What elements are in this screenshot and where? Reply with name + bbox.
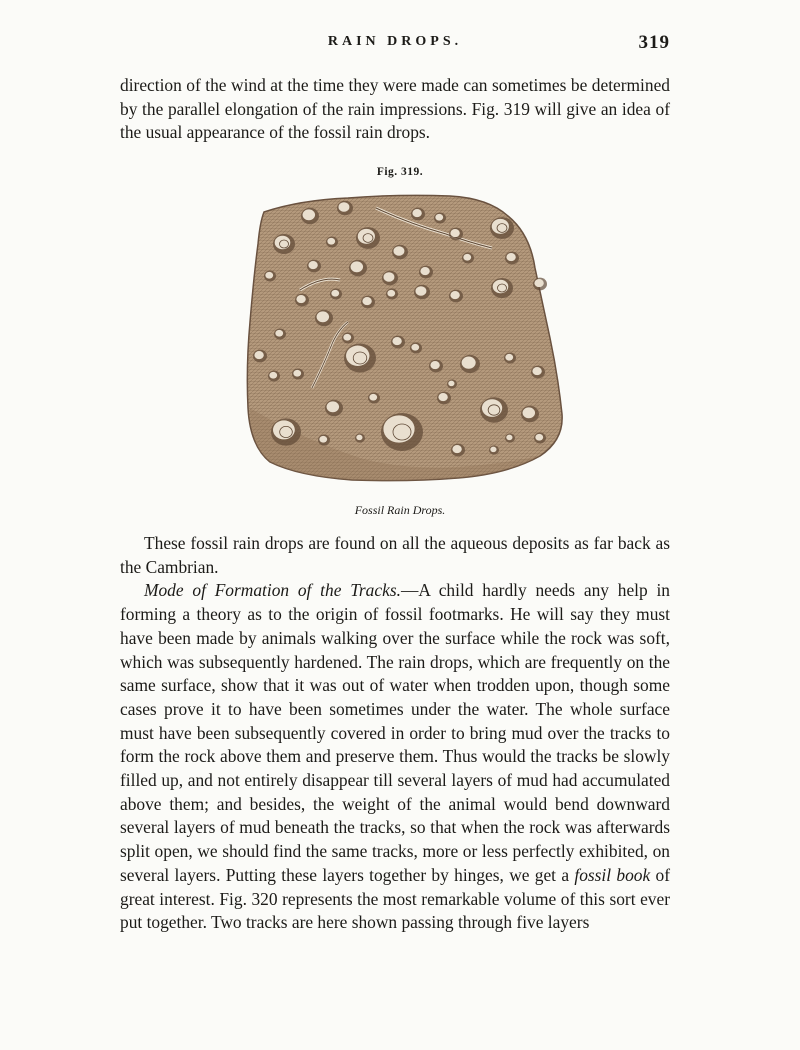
rain-drop-highlight: [383, 272, 394, 282]
rain-drop-highlight: [356, 435, 362, 440]
rain-drop-highlight: [450, 229, 459, 237]
rain-drop-highlight: [351, 261, 363, 272]
rain-drop-highlight: [275, 330, 283, 337]
rain-drop-highlight: [448, 381, 454, 386]
paragraph-formation: [120, 579, 670, 935]
rain-drop-highlight: [327, 401, 339, 412]
paragraph-cambrian: These fossil rain drops are found on all the aqueous deposits as far back as the Cambrian.: [120, 533, 670, 577]
figure-caption: Fossil Rain Drops.: [354, 503, 446, 517]
rain-drop-highlight: [506, 435, 512, 440]
rain-drop-highlight: [319, 436, 327, 443]
rain-drop-highlight: [331, 290, 339, 297]
rain-drop-highlight: [303, 209, 315, 220]
rain-drop-highlight: [506, 253, 515, 261]
rain-drop-highlight: [452, 445, 461, 453]
page-header: [120, 32, 670, 60]
rain-drop-highlight: [308, 261, 317, 269]
body-text: [120, 532, 670, 935]
rain-drop-highlight: [412, 209, 421, 217]
rain-drop-highlight: [535, 434, 543, 441]
rain-drop-highlight: [505, 354, 513, 361]
rain-drop-highlight: [362, 297, 371, 305]
section-heading: Mode of Formation of the Tracks.: [144, 580, 401, 601]
opening-paragraph: [120, 74, 670, 145]
rain-drop-highlight: [293, 370, 301, 377]
rain-drop-highlight: [387, 290, 395, 297]
rain-drop-highlight: [265, 272, 273, 279]
rain-drop-highlight: [392, 337, 401, 345]
rain-drop-highlight: [343, 334, 351, 341]
rain-drop-highlight: [296, 295, 305, 303]
running-head: RAIN DROPS.: [327, 34, 463, 49]
rain-drop-highlight: [450, 291, 459, 299]
rain-drop-highlight: [411, 344, 419, 351]
rain-drop-highlight: [338, 202, 349, 212]
rain-drop-highlight: [490, 447, 496, 452]
rain-drop-highlight: [415, 286, 426, 296]
rain-drop-highlight: [534, 279, 543, 287]
paragraph-lead: —A child hardly needs any help in forming a theory as to the origin of fossil footmarks. He will say they must have been made by animals walking over the surface while the rock was soft, which was subsequently hardened. The rain drops, which are frequently on the same surface, show that it was out of water when trodden upon, though some cases prove it to have been sometimes under the water. The whole surface must have been subsequently covered in order to bring mud over the tracks to form the rock above them and preserve them. Thus would the tracks be slowly filled up, and not entirely disappear till several layers of mud had accumulated above them; and besides, the weight of the animal would bend downward several layers of mud beneath the tracks, so that when the rock was afterwards split open, we should find the same tracks, more or less perfectly exhibited, on several layers. Putting these layers together by hinges, we get a: [120, 580, 670, 885]
rain-drop-highlight: [393, 246, 404, 256]
paragraph-text: direction of the wind at the time they were made can sometimes be determined by the parallel elongation of the rain impressions. Fig. 319 will give an idea of the usual appearance of the fossil rain drops.: [120, 75, 670, 143]
rain-drop-highlight: [254, 351, 263, 359]
paragraph-tail: of great interest. Fig. 320 represents the most remarkable volume of this sort ever put together. Two tracks are here shown passing through five layers: [120, 864, 670, 933]
rain-drop-highlight: [327, 238, 335, 245]
rain-drop-highlight: [523, 407, 535, 418]
rain-drop-highlight: [317, 311, 329, 322]
rain-drop-highlight: [369, 394, 377, 401]
rain-drop-highlight: [383, 415, 414, 442]
fossil-rain-drops-figure: [240, 188, 570, 488]
rain-drop-highlight: [438, 393, 447, 401]
page-number: 319: [638, 32, 670, 53]
rain-drop-highlight: [532, 367, 541, 375]
rain-drop-highlight: [269, 372, 277, 379]
rain-drop-highlight: [462, 357, 476, 369]
rain-drop-highlight: [435, 214, 443, 221]
rain-drop-highlight: [420, 267, 429, 275]
figure-label: Fig. 319.: [376, 166, 424, 178]
rain-drop-highlight: [463, 254, 471, 261]
emphasis-fossil-book: fossil book: [574, 864, 651, 885]
rain-drop-highlight: [430, 361, 439, 369]
